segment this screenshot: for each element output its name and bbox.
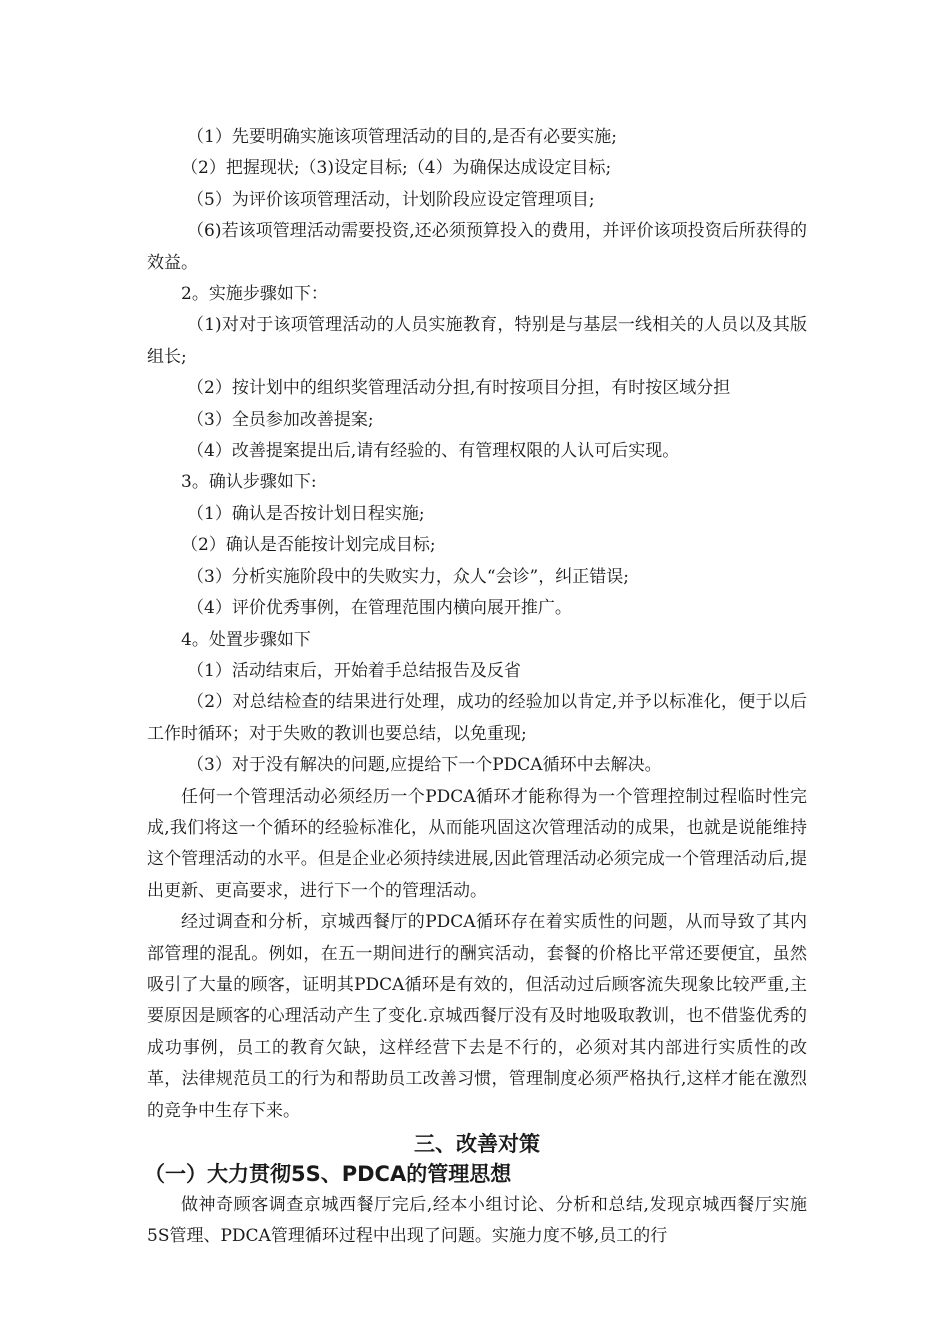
text-column [144,122,807,1253]
paragraph: （4）评价优秀事例，在管理范围内横向展开推广。 [187,598,572,619]
paragraph: （2）把握现状;（3)设定目标;（4）为确保达成设定目标; [181,158,612,179]
paragraph: （1)对对于该项管理活动的人员实施教育，特别是与基层一线相关的人员以及其版组长; [147,315,807,367]
paragraph: 做神奇顾客调查京城西餐厅完后,经本小组讨论、分析和总结,发现京城西餐厅实施5S管理、PDCA管理循环过程中出现了问题。实施力度不够,员工的行 [147,1195,807,1247]
paragraph: （3）分析实施阶段中的失败实力，众人“会诊”，纠正错误; [187,566,629,587]
paragraph: 4。处置步骤如下 [181,629,311,650]
paragraph: 经过调查和分析，京城西餐厅的PDCA循环存在着实质性的问题，从而导致了其内部管理的混乱。例如，在五一期间进行的酬宾活动，套餐的价格比平常还要便宜，虽然吸引了大量的顾客，证明其PDCA循环是有效的，但活动过后顾客流失现象比较严重,主要原因是顾客的心理活动产生了变化.京城西餐厅没有及时地吸取教训，也不借鉴优秀的成功事例，员工的教育欠缺，这样经营下去是不行的，必须对其内部进行实质性的改革，法律规范员工的行为和帮助员工改善习惯，管理制度必须严格执行,这样才能在激烈的竞争中生存下来。 [147,912,807,1121]
paragraph: （2）对总结检查的结果进行处理，成功的经验加以肯定,并予以标准化，便于以后工作时循环；对于失败的教训也要总结，以免重现; [147,692,807,744]
paragraph: 2。实施步骤如下： [181,284,328,305]
paragraph: 任何一个管理活动必须经历一个PDCA循环才能称得为一个管理控制过程临时性完成,我们将这一个循环的经验标准化，从而能巩固这次管理活动的成果，也就是说能维持这个管理活动的水平。但是企业必须持续进展,因此管理活动必须完成一个管理活动后,提出更新、更高要求，进行下一个的管理活动。 [147,786,807,901]
paragraph: （2）按计划中的组织奖管理活动分担,有时按项目分担，有时按区域分担 [187,378,731,399]
paragraph: （6)若该项管理活动需要投资,还必须预算投入的费用，并评价该项投资后所获得的效益。 [147,221,807,273]
paragraph: （2）确认是否能按计划完成目标; [181,535,436,556]
paragraph: （1）确认是否按计划日程实施; [187,503,425,524]
paragraph: （3）对于没有解决的问题,应提给下一个PDCA循环中去解决。 [187,755,662,776]
paragraph: （3）全员参加改善提案; [187,409,374,430]
paragraph: （5）为评价该项管理活动，计划阶段应设定管理项目; [187,189,595,210]
paragraph: 3。确认步骤如下: [181,472,317,493]
subsection-heading: （一）大力贯彻5S、PDCA的管理思想 [144,1162,512,1186]
paragraph: （1）活动结束后，开始着手总结报告及反省 [187,660,521,681]
paragraph: （1）先要明确实施该项管理活动的目的,是否有必要实施; [187,127,617,147]
paragraph: （4）改善提案提出后,请有经验的、有管理权限的人认可后实现。 [187,441,680,462]
section-heading: 三、改善对策 [414,1132,540,1156]
